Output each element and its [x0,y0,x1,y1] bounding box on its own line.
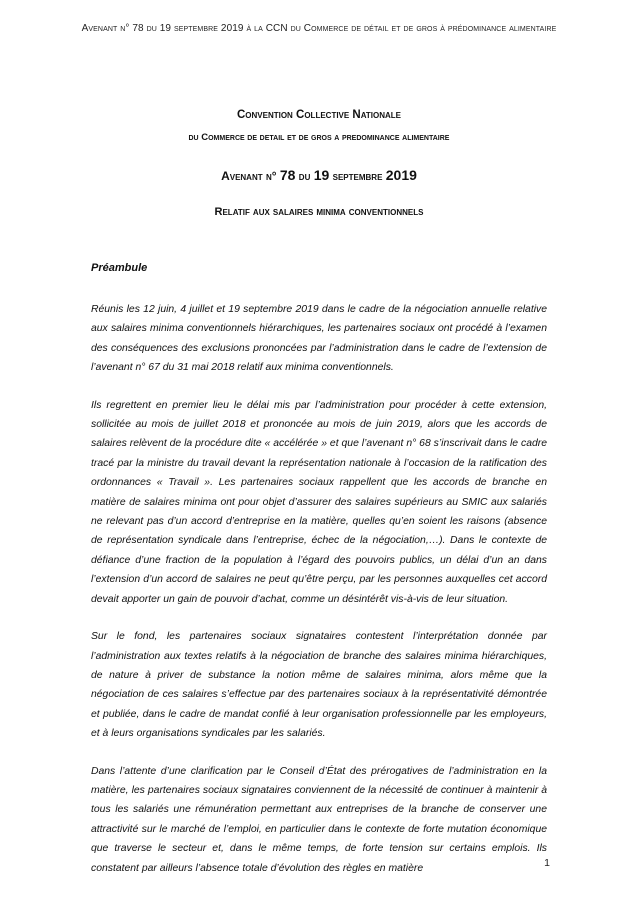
title-avenant-day: 19 [313,167,330,183]
page-number: 1 [544,857,550,869]
paragraph: Sur le fond, les partenaires sociaux signataires contestent l’interprétation donnée par l’administration aux textes relatifs à la négociation de branche des salaires minima hiérarchiques, de nature à priver de substance la notion même de salaires minima, alors même que la négociation de ces salaires s’effectue par des partenaires sociaux à la représentativité démontrée et publiée, dans le cadre de mandat confié à leur organisation professionnelle par les employeurs, et à leurs organisations syndicales par les salariés. [91,631,547,740]
title-avenant-du: du [298,169,311,183]
title-avenant-number: 78 [279,167,296,183]
title-convention: Convention Collective Nationale [236,109,402,121]
preamble-body [91,300,547,896]
paragraph: Réunis les 12 juin, 4 juillet et 19 septembre 2019 dans le cadre de la négociation annuelle relative aux salaires minima conventionnels hiérarchiques, les partenaires sociaux ont procédé à l’examen des conséquences des exclusions prononcées par l’administration dans le cadre de l’extension de l’avenant n° 67 du 31 mai 2018 relatif aux minima conventionnels. [91,304,547,374]
title-avenant-year: 2019 [385,167,417,183]
running-header: Avenant n° 78 du 19 septembre 2019 à la CCN du Commerce de détail et de gros à prédominance alimentaire [81,23,557,34]
title-block [60,108,578,219]
title-subject: Relatif aux salaires minima conventionnels [214,206,424,218]
paragraph: Dans l’attente d’une clarification par le Conseil d’État des prérogatives de l’administration en la matière, les partenaires sociaux signataires conviennent de la nécessité de continuer à maintenir à tous les salariés une rémunération permettant aux entreprises de la branche de conserver une attractivité sur le marché de l’emploi, en particulier dans le contexte de forte mutation économique que traverse le secteur et, dans le même temps, de forte tension sur certains emplois. Ils constatent par ailleurs l’absence totale d’évolution des règles en matière [91,765,547,874]
title-avenant-month: septembre [332,169,383,183]
title-avenant [60,168,578,184]
title-sector: du Commerce de detail et de gros a predominance alimentaire [188,132,450,143]
title-avenant-prefix: Avenant n° [221,169,277,183]
preamble-heading: Préambule [91,262,148,274]
paragraph: Ils regrettent en premier lieu le délai mis par l’administration pour procéder à cette extension, sollicitée au mois de juillet 2018 et prononcée au mois de juin 2019, alors que les accords de salaires relèvent de la procédure dite « accélérée » et que l’avenant n° 68 s’inscrivait dans le cadre tracé par la ministre du travail devant la représentation nationale à l’occasion de la ratification des ordonnances « Travail ». Les partenaires sociaux rappellent que les accords de branche en matière de salaires minima ont pour objet d’assurer des salaires supérieurs au SMIC aux salariés ne relevant pas d’un accord d’entreprise en la matière, quelles qu’en soient les raisons (absence de représentation syndicale dans l’entreprise, échec de la négociation,…). Dans le contexte de défiance d’une fraction de la population à l’égard des pouvoirs publics, un délai d’un an dans l’extension d’un accord de salaires ne peut qu’être perçu, par les personnes auxquelles cet accord devait apporter un gain de pouvoir d’achat, comme un désintérêt vis-à-vis de leur situation. [91,399,547,605]
